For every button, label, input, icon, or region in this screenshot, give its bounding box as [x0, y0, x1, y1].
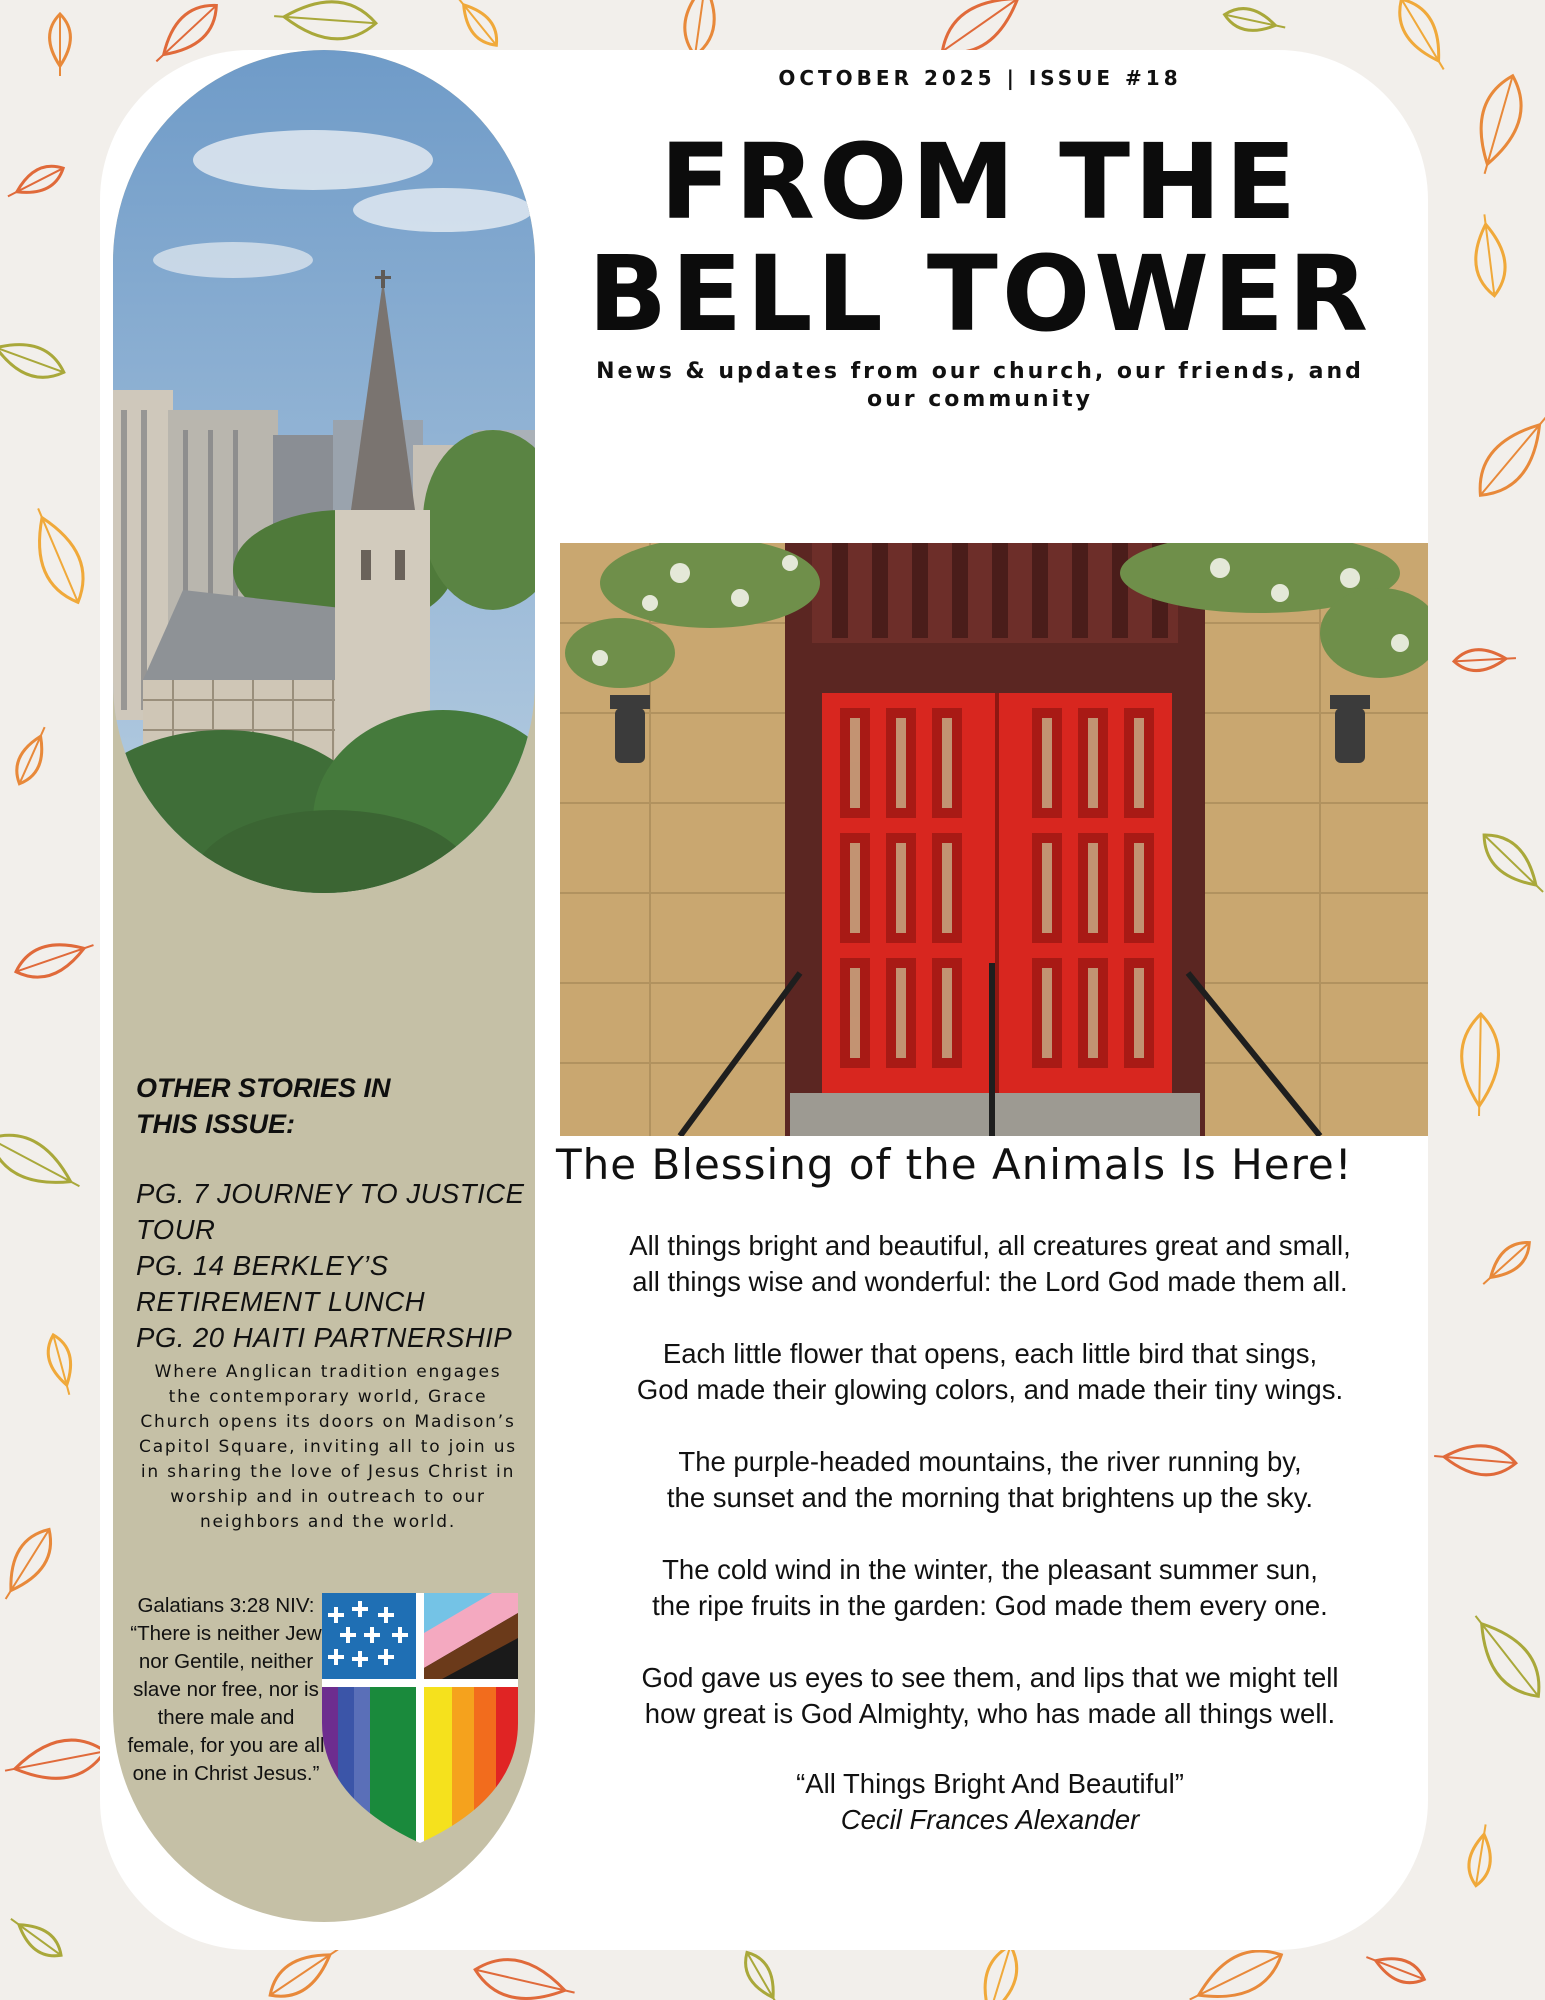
article-title: The Blessing of the Animals Is Here!: [556, 1140, 1353, 1189]
leaf-icon: [1466, 1823, 1496, 1887]
masthead-title: [560, 121, 1400, 355]
leaf-icon: [1470, 213, 1509, 298]
leaf-icon: [11, 931, 98, 985]
poem-attribution: [540, 1766, 1440, 1838]
story-link[interactable]: RETIREMENT LUNCH: [136, 1286, 426, 1317]
leaf-icon: [21, 501, 95, 609]
poem-line: all things wise and wonderful: the Lord God made them all.: [632, 1266, 1348, 1297]
leaf-icon: [2, 1733, 109, 1789]
other-stories-heading: OTHER STORIES IN THIS ISSUE:: [136, 1073, 391, 1139]
leaf-icon: [0, 1122, 88, 1202]
leaf-icon: [0, 1522, 61, 1607]
masthead-line-2: BELL TOWER: [587, 233, 1373, 355]
episcopal-pride-shield-icon: [322, 1593, 518, 1843]
poem-line: The cold wind in the winter, the pleasant summer sun,: [662, 1554, 1318, 1585]
leaf-icon: [681, 0, 721, 58]
leaf-icon: [1461, 1605, 1545, 1708]
story-link[interactable]: PG. 20 HAITI PARTNERSHIP: [136, 1322, 513, 1353]
poem-line: Each little flower that opens, each little bird that sings,: [662, 1338, 1318, 1369]
leaf-icon: [1476, 1235, 1536, 1292]
poem-stanza: [540, 1336, 1440, 1408]
issue-date-line: OCTOBER 2025 | ISSUE #18: [778, 66, 1182, 90]
leaf-icon: [1467, 71, 1530, 179]
leaf-icon: [1363, 1947, 1428, 1989]
story-link[interactable]: TOUR: [136, 1214, 216, 1245]
leaf-icon: [449, 0, 504, 52]
leaf-icon: [1461, 1014, 1500, 1117]
leaf-icon: [1466, 405, 1545, 507]
hymn-author: Cecil Frances Alexander: [840, 1804, 1140, 1835]
leaf-icon: [10, 723, 54, 788]
leaf-icon: [1433, 1442, 1517, 1478]
masthead-line-1: FROM THE: [659, 121, 1301, 243]
leaf-icon: [471, 1952, 579, 2000]
hymn-title: “All Things Bright And Beautiful”: [796, 1768, 1184, 1799]
leaf-icon: [43, 1332, 79, 1397]
poem-stanza: [540, 1552, 1440, 1624]
leaf-icon: [973, 1941, 1025, 2000]
poem-line: the sunset and the morning that brightens up the sky.: [666, 1482, 1314, 1513]
mission-statement: Where Anglican tradition engages the contemporary world, Grace Church opens its doors on Madison’s Capitol Square, inviting all to join us in sharing the love of Jesus Christ in worship and in outreach to our neighbors and the world.: [139, 1362, 517, 1532]
poem-line: how great is God Almighty, who has made all things well.: [644, 1698, 1336, 1729]
poem-stanza: [540, 1444, 1440, 1516]
poem-line: The purple-headed mountains, the river running by,: [678, 1446, 1302, 1477]
poem-stanza: [540, 1660, 1440, 1732]
poem-body: [540, 1228, 1440, 1768]
leaf-icon: [1453, 648, 1516, 672]
leaf-icon: [5, 1910, 67, 1963]
leaf-icon: [0, 331, 69, 386]
leaf-icon: [273, 0, 377, 42]
story-link[interactable]: PG. 7 JOURNEY TO JUSTICE: [136, 1178, 525, 1209]
leaf-icon: [1389, 0, 1456, 77]
church-skyline-photo: [113, 50, 535, 893]
leaf-icon: [3, 159, 68, 206]
poem-stanza: [540, 1228, 1440, 1300]
leaf-icon: [50, 14, 71, 76]
leaf-icon: [1222, 4, 1287, 37]
poem-line: the ripe fruits in the garden: God made them every one.: [652, 1590, 1328, 1621]
red-door-photo: [560, 543, 1428, 1136]
scripture-quote: Galatians 3:28 NIV: “There is neither Jew nor Gentile, neither slave nor free, nor is there male and female, for you are all one in Christ Jesus.”: [127, 1594, 325, 1785]
tagline: News & updates from our church, our friends, and our community: [596, 359, 1364, 412]
leaf-icon: [1474, 825, 1545, 903]
poem-line: God made their glowing colors, and made their tiny wings.: [636, 1374, 1344, 1405]
other-stories-list: [136, 1176, 536, 1356]
poem-line: God gave us eyes to see them, and lips that we might tell: [641, 1662, 1339, 1693]
leaf-icon: [738, 1947, 787, 2000]
poem-line: All things bright and beautiful, all creatures great and small,: [629, 1230, 1351, 1261]
story-link[interactable]: PG. 14 BERKLEY’S: [136, 1250, 389, 1281]
